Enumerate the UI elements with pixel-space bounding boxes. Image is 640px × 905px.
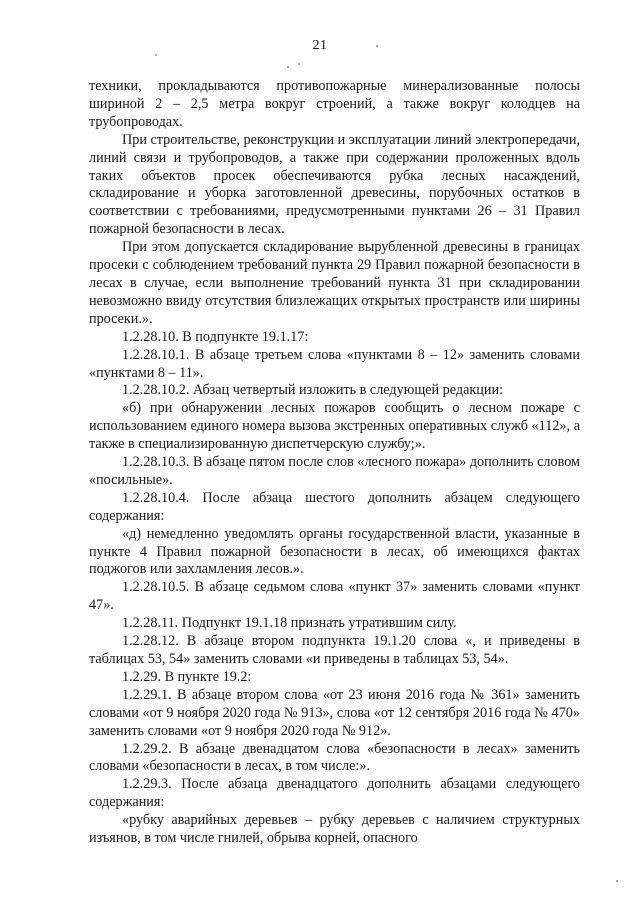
- paragraph: 1.2.29. В пункте 19.2:: [122, 668, 252, 685]
- scan-speck: [376, 45, 378, 47]
- paragraph: При строительстве, реконструкции и эксплуатации линий электропередачи, линий связи и трубопроводов, а также при содержании проложенных вдоль таких объектов просек обеспечиваются рубка лесных насаждений, складирование и уборка заготовленной древесины, порубочных остатков в соответствии с требованиями, предусмотренными пунктами 26 – 31 Правил пожарной безопасности в лесах.: [89, 131, 580, 238]
- paragraph: 1.2.28.10.1. В абзаце третьем слова «пунктами 8 – 12» заменить словами «пунктами 8 – 11».: [89, 346, 580, 381]
- scan-speck: [155, 54, 157, 56]
- paragraph: «д) немедленно уведомлять органы государственной власти, указанные в пункте 4 Правил пожарной безопасности в лесах, об имеющихся фактах поджогов или захламления лесов.».: [89, 525, 580, 578]
- page-number: 21: [312, 38, 328, 53]
- scan-speck: [298, 63, 300, 65]
- paragraph: 1.2.29.3. После абзаца двенадцатого дополнить абзацами следующего содержания:: [89, 776, 580, 811]
- paragraph: 1.2.28.10.2. Абзац четвертый изложить в следующей редакции:: [122, 382, 504, 399]
- paragraph: техники, прокладываются противопожарные минерализованные полосы шириной 2 – 2,5 метра вокруг строений, а также вокруг колодцев на трубопроводах.: [89, 78, 580, 130]
- paragraph: 1.2.29.1. В абзаце втором слова «от 23 июня 2016 года № 361» заменить словами «от 9 ноября 2020 года № 913», слова «от 12 сентября 2016 года № 470» заменить словами «от 9 ноября 2020 года № 912».: [89, 686, 580, 739]
- scan-speck: [616, 880, 618, 882]
- paragraph: «рубку аварийных деревьев – рубку деревьев с наличием структурных изъянов, в том числе гнилей, обрыва корней, опасного: [89, 812, 580, 847]
- paragraph: 1.2.28.10. В подпункте 19.1.17:: [122, 328, 309, 345]
- scan-speck: [287, 66, 289, 68]
- paragraph: 1.2.29.2. В абзаце двенадцатом слова «безопасности в лесах» заменить словами «безопасности в лесах, в том числе:».: [89, 740, 580, 775]
- document-body: [89, 78, 580, 848]
- paragraph: 1.2.28.12. В абзаце втором подпункта 19.1.20 слова «, и приведены в таблицах 53, 54» заменить словами «и приведены в таблицах 53, 54».: [89, 633, 580, 667]
- paragraph: «б) при обнаружении лесных пожаров сообщить о лесном пожаре с использованием единого номера вызова экстренных оперативных служб «112», а также в специализированную диспетчерскую службу;».: [89, 400, 580, 453]
- paragraph: При этом допускается складирование вырубленной древесины в границах просеки с соблюдением требований пункта 29 Правил пожарной безопасности в лесах в случае, если выполнение требований пункта 31 при складировании невозможно ввиду отсутствия близлежащих открытых пространств или ширины просеки.».: [89, 239, 580, 327]
- paragraph: 1.2.28.10.5. В абзаце седьмом слова «пункт 37» заменить словами «пункт 47».: [89, 579, 580, 614]
- paragraph: 1.2.28.11. Подпункт 19.1.18 признать утратившим силу.: [122, 615, 457, 632]
- paragraph: 1.2.28.10.3. В абзаце пятом после слов «лесного пожара» дополнить словом «посильные».: [89, 454, 580, 488]
- paragraph: 1.2.28.10.4. После абзаца шестого дополнить абзацем следующего содержания:: [89, 489, 580, 524]
